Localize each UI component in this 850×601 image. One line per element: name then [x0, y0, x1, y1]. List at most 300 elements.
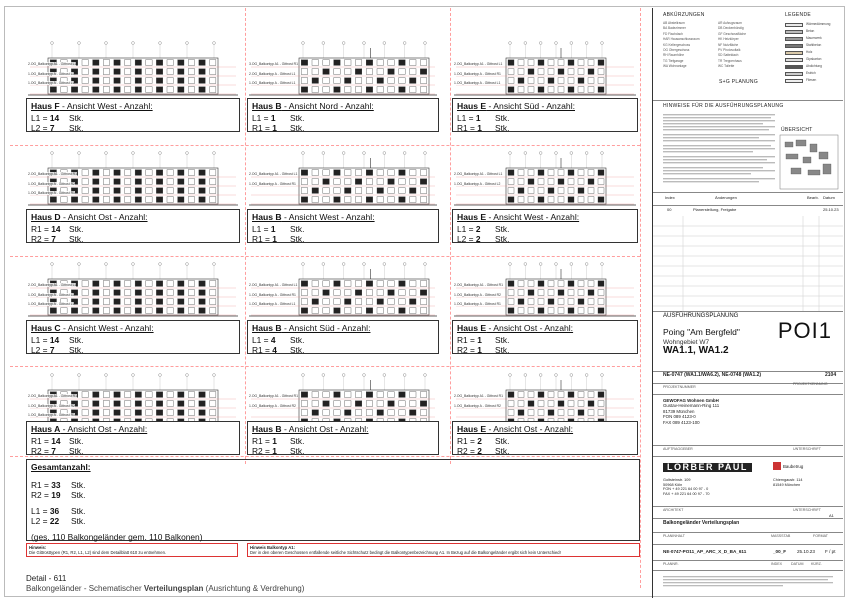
abbr-item: HK Heizkörper	[718, 37, 739, 42]
count-row	[252, 234, 434, 244]
count-value: L1 = 14	[31, 335, 60, 345]
level-label: 2.OG_Balkontyp A - Gittrost L1	[249, 71, 296, 76]
count-unit: Stk.	[69, 345, 84, 355]
count-unit: Stk.	[495, 436, 510, 446]
count-row	[31, 335, 235, 345]
client-label: AUFTRAGGEBER	[663, 447, 693, 451]
legend-swatch	[785, 58, 803, 62]
abbr-item: TG Tiefgarage	[663, 58, 684, 63]
count-unit: Stk.	[495, 446, 510, 456]
abbr-item: BA Badezimmer	[663, 26, 686, 31]
count-value: R1 = 1	[252, 234, 277, 244]
abbr-item: OG Obergeschoss	[663, 48, 690, 53]
count-box-c	[26, 320, 240, 354]
abbr-item: TR Treppenhaus	[718, 58, 742, 63]
count-row	[252, 113, 434, 123]
view-name: - Ansicht West - Anzahl:	[60, 323, 154, 333]
count-value: R1 = 2	[457, 436, 482, 446]
grid-guide	[245, 8, 246, 464]
legend-label: Stahlbeton	[806, 43, 822, 47]
count-value: R1 = 1	[457, 123, 482, 133]
abbr-item: PV Photovoltaik	[718, 48, 741, 53]
totals-group	[31, 506, 635, 526]
legend-item	[785, 43, 841, 48]
abbr-item: GF Geschossfläche	[718, 31, 746, 36]
level-label: 1.OG_Balkontyp A - Gittrost L1	[28, 81, 75, 85]
project-code-large: POI1	[777, 318, 832, 343]
level-label: 3.OG_Balkontyp A1 - Gittrost R1	[249, 62, 298, 66]
client-sign-label: UNTERSCHRIFT	[793, 447, 821, 451]
rev-changes-label: Änderungen	[715, 195, 737, 200]
grid-guide	[10, 456, 640, 457]
legend-swatch	[785, 65, 803, 69]
rev-row-date: 25.10.23	[823, 207, 839, 212]
projkenn-label: PROJEKTKENNUNG	[793, 382, 828, 386]
revision-header	[653, 193, 843, 205]
skp-header: S+G PLANUNG	[719, 79, 759, 85]
architect-label: ARCHITEKT	[663, 508, 684, 512]
building-elevation	[452, 40, 638, 98]
count-value: L1 = 1	[252, 113, 276, 123]
level-label: 1.OG_Balkontyp A - Gittrost L2	[28, 71, 75, 76]
grid-guide	[640, 8, 641, 588]
legend-swatch	[785, 44, 803, 48]
count-row	[457, 345, 633, 355]
totals-group	[31, 480, 635, 500]
count-value: L1 = 4	[252, 335, 276, 345]
view-name: - Ansicht Ost - Anzahl:	[486, 323, 574, 333]
note-right-title: Hinweis Balkontyp A1:	[250, 545, 295, 550]
index-label: INDEX	[771, 562, 782, 566]
legend-item	[785, 71, 841, 76]
client-name: GEWOFAG Wohnen GmbH	[663, 398, 719, 403]
house-name: Haus B	[252, 212, 282, 222]
totals-box	[26, 459, 640, 541]
legend-item	[785, 29, 841, 34]
building-elevation	[247, 150, 439, 208]
house-name: Haus E	[457, 323, 487, 333]
count-unit: Stk.	[290, 446, 305, 456]
project-wa: WA1.1, WA1.2	[663, 345, 729, 356]
massstab-label: MASSSTAB	[771, 534, 791, 538]
projnr-label: PROJEKTNUMMER	[663, 385, 696, 389]
totals-value: L2 = 22	[31, 516, 60, 526]
architect-addr2: 50968 Köln	[663, 482, 683, 487]
count-value: R2 = 1	[457, 345, 482, 355]
level-label: 1.OG_Balkontyp A - Gittrost L1	[454, 81, 501, 85]
count-box-a	[26, 421, 240, 455]
totals-row	[31, 506, 635, 516]
level-label: 1.OG_Balkontyp A - Gittrost L2	[28, 292, 75, 297]
plannr-label: PLANNR.	[663, 562, 679, 566]
count-unit: Stk.	[69, 123, 84, 133]
count-value: R1 = 14	[31, 436, 61, 446]
count-value: L2 = 7	[31, 345, 55, 355]
view-name: - Ansicht Süd - Anzahl:	[486, 101, 575, 111]
count-box-title	[31, 101, 235, 111]
count-box-title	[457, 212, 633, 222]
rev-bearb-label: Bearb.	[807, 195, 819, 200]
legend-label: Gipskarton	[806, 57, 822, 61]
architect-logo: LORBER PAUL	[663, 463, 752, 472]
level-label: 1.OG_Balkontyp A - Gittrost R2	[28, 403, 75, 408]
count-box-b1	[247, 98, 439, 132]
rev-datum-label: Datum	[823, 195, 835, 200]
building-elevation	[26, 40, 240, 98]
count-box-title	[252, 323, 434, 333]
project-numbers: NE-0747 (WA1.1/WA6.2), NE-0748 (WA1.2)	[663, 372, 762, 378]
architect-fax: FAX + 49 221 64 00 97 - 70	[663, 491, 710, 496]
legend-label: Holz	[806, 50, 813, 54]
abbreviations-section	[653, 10, 843, 98]
note-left-text: Die Gittrosttypen (R1, R2, L1, L2) sind dem Detailblatt 610 zu entnehmen.	[29, 550, 167, 555]
level-label: 1.OG_Balkontyp A - Gittrost R1	[28, 413, 75, 417]
level-label: 1.OG_Balkontyp A - Gittrost R2	[28, 181, 75, 186]
count-row	[252, 224, 434, 234]
view-name: - Ansicht West - Anzahl:	[281, 212, 375, 222]
elevation-e2	[452, 150, 638, 208]
totals-value: L1 = 36	[31, 506, 60, 516]
count-value: L1 = 2	[457, 224, 481, 234]
count-unit: Stk.	[69, 113, 84, 123]
detail-desc-bold: Verteilungsplan	[143, 584, 204, 593]
note-right	[247, 543, 640, 557]
count-unit: Stk.	[69, 446, 84, 456]
abbr-item: RH Raumhöhe	[663, 53, 685, 58]
count-row	[31, 113, 235, 123]
legend-item	[785, 22, 841, 27]
count-row	[31, 345, 235, 355]
count-row	[252, 123, 434, 133]
count-value: R1 = 1	[252, 123, 277, 133]
count-unit: Stk.	[69, 436, 84, 446]
level-label: 1.OG_Balkontyp A - Gittrost R1	[249, 181, 296, 186]
project-sub: Wohngebiet W7	[663, 339, 710, 346]
totals-row	[31, 516, 635, 526]
building-elevation	[247, 261, 439, 319]
view-name: - Ansicht Süd - Anzahl:	[281, 323, 371, 333]
client-fon: FON 089 4123-0	[663, 414, 696, 420]
level-label: 2.OG_Balkontyp A1 - Gittrost R1	[454, 283, 503, 287]
count-box-d	[26, 209, 240, 243]
partner-addr2: 81549 München	[773, 482, 801, 487]
count-row	[31, 436, 235, 446]
detail-desc-post: (Ausrichtung & Verdrehung)	[205, 584, 305, 593]
title-block	[652, 8, 842, 598]
legend-label: Fliesen	[806, 78, 817, 82]
legend-header: LEGENDE	[785, 12, 811, 18]
legend-swatch	[785, 37, 803, 41]
grid-guide	[450, 8, 451, 464]
building-elevation	[26, 261, 240, 319]
level-label: 2.OG_Balkontyp A1 - Gittrost L1	[249, 283, 298, 287]
note-left-title: Hinweis:	[29, 545, 47, 550]
count-box-e4	[452, 421, 638, 455]
count-unit: Stk.	[290, 123, 305, 133]
level-label: 2.OG_Balkontyp A1 - Gittrost R1	[249, 394, 298, 398]
abbr-item: WA Wohnanlage	[663, 64, 687, 69]
elevation-d	[26, 150, 240, 208]
hints-header: HINWEISE FÜR DIE AUSFÜHRUNGSPLANUNG	[663, 103, 784, 109]
count-box-title	[31, 424, 235, 434]
architect-addr1: Goltsteinstr. 109	[663, 478, 691, 482]
abbr-item: SD Satteldach	[718, 53, 739, 58]
house-name: Haus C	[31, 323, 61, 333]
level-label: 1.OG_Balkontyp A - Gittrost R2	[249, 403, 296, 408]
count-unit: Stk.	[290, 436, 305, 446]
level-label: 2.OG_Balkontyp A1 - Gittrost R1	[28, 172, 77, 176]
count-row	[252, 436, 434, 446]
count-box-title	[31, 212, 235, 222]
client-addr2: 81739 München	[663, 408, 695, 414]
legend-label: Abdichtung	[806, 64, 822, 68]
count-box-title	[457, 424, 633, 434]
grid-guide	[10, 366, 640, 367]
level-label: 2.OG_Balkontyp A1 - Gittrost R1	[28, 394, 77, 398]
grid-guide	[10, 256, 640, 257]
totals-unit: Stk.	[71, 506, 86, 516]
house-name: Haus B	[252, 424, 282, 434]
totals-title: Gesamtanzahl:	[31, 462, 91, 472]
legend-swatch	[785, 51, 803, 55]
elevation-b2	[247, 150, 439, 208]
building-elevation	[452, 261, 638, 319]
count-value: R2 = 2	[457, 446, 482, 456]
rev-index-label: Index	[665, 195, 675, 200]
partner-info	[773, 478, 802, 487]
detail-desc-pre: Balkongeländer - Schematischer	[26, 584, 142, 593]
totals-unit: Stk.	[71, 490, 86, 500]
count-unit: Stk.	[495, 224, 510, 234]
count-value: R1 = 14	[31, 224, 61, 234]
footer-text-lines	[653, 574, 843, 594]
abbr-item: FD Flachdach	[663, 31, 683, 36]
count-value: R1 = 4	[252, 345, 277, 355]
level-label: 2.OG_Balkontyp A1 - Gittrost R1	[454, 394, 503, 398]
count-row	[457, 123, 633, 133]
legend-label: Mauerwerk	[806, 36, 822, 40]
level-label: 1.OG_Balkontyp A - Gittrost R1	[28, 191, 75, 195]
kuerzel-label: KÜRZ.	[811, 562, 822, 566]
overview-header: ÜBERSICHT	[781, 127, 813, 133]
project-code: 2104	[825, 372, 837, 378]
elevation-b3	[247, 261, 439, 319]
count-unit: Stk.	[495, 335, 510, 345]
architect-info	[663, 478, 710, 496]
note-right-text: Der in den oberen Geschossen entfallende seitliche Sichtschutz bedingt die Balkontypenbezeichnung A1. In Bezug auf die Balkongeländer ergibt sich kein Unterschied!	[250, 550, 561, 555]
architect-sign-label: UNTERSCHRIFT	[793, 508, 821, 512]
architect-fon: FON + 49 221 64 00 97 - 0	[663, 487, 709, 492]
count-box-b3	[247, 320, 439, 354]
project-name: Poing "Am Bergfeld"	[663, 327, 740, 337]
level-label: 2.OG_Balkontyp A1 - Gittrost L1	[249, 172, 298, 176]
detail-description	[26, 584, 304, 594]
count-row	[457, 436, 633, 446]
legend-label: Wärmedämmung	[806, 22, 831, 26]
count-row	[457, 113, 633, 123]
level-label: 1.OG_Balkontyp A - Gittrost R1	[249, 292, 296, 297]
plan-index: _00_F	[773, 549, 787, 554]
count-unit: Stk.	[69, 224, 84, 234]
count-box-e2	[452, 209, 638, 243]
client-info	[663, 398, 719, 425]
count-value: R1 = 1	[457, 335, 482, 345]
partner-addr1: Chiemgaustr. 114	[773, 478, 803, 482]
partner-logo: Baubetrug	[783, 464, 804, 469]
legend-item	[785, 57, 841, 62]
house-name: Haus A	[31, 424, 61, 434]
level-label: 1.OG_Balkontyp A - Gittrost L1	[249, 81, 296, 85]
count-box-title	[457, 101, 633, 111]
abbr-item: DB Deckenbündig	[718, 26, 744, 31]
count-row	[31, 234, 235, 244]
count-box-b2	[247, 209, 439, 243]
elevation-c	[26, 261, 240, 319]
legend-swatch	[785, 23, 803, 27]
hints-section	[653, 102, 843, 192]
count-box-title	[252, 212, 434, 222]
count-box-title	[31, 323, 235, 333]
client-fax: FAX 089 4123-100	[663, 419, 700, 425]
count-row	[457, 234, 633, 244]
abbr-item: AB Abstellraum	[663, 21, 685, 25]
elevation-e1	[452, 40, 638, 98]
count-box-e3	[452, 320, 638, 354]
count-row	[31, 446, 235, 456]
legend-swatch	[785, 72, 803, 76]
count-row	[252, 345, 434, 355]
house-name: Haus E	[457, 424, 487, 434]
legend-item	[785, 36, 841, 41]
plan-number: NE-0747-PO11_AP_ARC_X_D_BA_611	[663, 549, 747, 554]
count-unit: Stk.	[69, 335, 84, 345]
view-name: - Ansicht Ost - Anzahl:	[60, 424, 148, 434]
legend-list	[785, 22, 841, 85]
datum-label: DATUM	[791, 562, 804, 566]
count-box-title	[457, 323, 633, 333]
count-value: R2 = 7	[31, 446, 56, 456]
view-name: - Ansicht Ost - Anzahl:	[281, 424, 369, 434]
legend-item	[785, 78, 841, 83]
phase-label: AUSFÜHRUNGSPLANUNG	[663, 313, 739, 319]
legend-swatch	[785, 79, 803, 83]
view-name: - Ansicht West - Anzahl:	[486, 212, 580, 222]
view-name: - Ansicht Ost - Anzahl:	[60, 212, 148, 222]
count-row	[457, 224, 633, 234]
level-label: 2.OG_Balkontyp A1 - Gittrost L1	[28, 62, 77, 66]
level-label: 1.OG_Balkontyp A - Gittrost L2	[454, 181, 501, 186]
house-name: Haus D	[31, 212, 61, 222]
legend-label: Estrich	[806, 71, 816, 75]
revision-grid	[653, 216, 843, 316]
format-label: FORMAT	[813, 534, 828, 538]
view-name: - Ansicht Ost - Anzahl:	[486, 424, 574, 434]
count-value: L2 = 7	[31, 123, 55, 133]
count-unit: Stk.	[290, 113, 305, 123]
count-unit: Stk.	[290, 335, 305, 345]
house-name: Haus B	[252, 101, 282, 111]
count-row	[457, 335, 633, 345]
abbr-header: ABKÜRZUNGEN	[663, 12, 705, 18]
house-name: Haus E	[457, 212, 487, 222]
level-label: 1.OG_Balkontyp A - Gittrost L1	[28, 302, 75, 306]
totals-row	[31, 480, 635, 490]
elevation-b1	[247, 40, 439, 98]
count-row	[252, 335, 434, 345]
planinhalt-label: PLANINHALT	[663, 534, 685, 538]
revision-row	[653, 206, 843, 216]
count-value: L1 = 1	[252, 224, 276, 234]
count-value: L1 = 14	[31, 113, 60, 123]
hints-graphics	[653, 102, 843, 192]
level-label: 1.OG_Balkontyp A - Gittrost R1	[454, 71, 501, 76]
detail-number: Detail - 611	[26, 574, 67, 583]
view-name: - Ansicht Nord - Anzahl:	[281, 101, 374, 111]
abbr-item: WC Toilette	[718, 64, 735, 69]
level-label: 1.OG_Balkontyp A - Gittrost R1	[454, 302, 501, 306]
legend-item	[785, 64, 841, 69]
count-row	[457, 446, 633, 456]
legend-swatch	[785, 30, 803, 34]
grid-guide	[10, 145, 640, 146]
partner-logo-mark	[773, 462, 781, 470]
plan-date: 25.10.23	[797, 549, 815, 554]
count-value: R2 = 7	[31, 234, 56, 244]
note-left	[26, 543, 238, 557]
detail-caption	[26, 574, 304, 594]
count-box-f	[26, 98, 240, 132]
legend-item	[785, 50, 841, 55]
count-row	[31, 224, 235, 234]
level-label: 2.OG_Balkontyp A1 - Gittrost L1	[454, 62, 503, 66]
plan-sheet: F / pt	[825, 549, 836, 554]
house-name: Haus B	[252, 323, 282, 333]
client-addr1: Gustav-Heinemann-Ring 111	[663, 403, 720, 409]
abbr-item: HAR Hausanschlussraum	[663, 37, 700, 42]
building-elevation	[247, 40, 439, 98]
house-name: Haus F	[31, 101, 60, 111]
totals-unit: Stk.	[71, 516, 86, 526]
count-value: R2 = 1	[252, 446, 277, 456]
view-name: - Ansicht West - Anzahl:	[59, 101, 153, 111]
elevation-e3	[452, 261, 638, 319]
totals-value: R2 = 19	[31, 490, 61, 500]
count-box-title	[252, 101, 434, 111]
count-value: L1 = 1	[457, 113, 481, 123]
house-name: Haus E	[457, 101, 487, 111]
count-box-b4	[247, 421, 439, 455]
count-value: L2 = 2	[457, 234, 481, 244]
count-value: R1 = 1	[252, 436, 277, 446]
count-unit: Stk.	[69, 234, 84, 244]
plan-title: Balkongeländer Verteilungsplan	[663, 520, 740, 526]
level-label: 2.OG_Balkontyp A1 - Gittrost L1	[28, 283, 77, 287]
level-label: 2.OG_Balkontyp A1 - Gittrost L1	[454, 172, 503, 176]
totals-value: R1 = 33	[31, 480, 61, 490]
legend-label: Beton	[806, 29, 815, 33]
building-elevation	[26, 150, 240, 208]
count-unit: Stk.	[290, 234, 305, 244]
abbr-item: KG Kellergeschoss	[663, 42, 691, 47]
count-unit: Stk.	[290, 224, 305, 234]
count-unit: Stk.	[495, 234, 510, 244]
count-unit: Stk.	[290, 345, 305, 355]
count-unit: Stk.	[495, 123, 510, 133]
abbr-item: AR Aufzugsraum	[718, 21, 742, 25]
count-unit: Stk.	[495, 113, 510, 123]
totals-unit: Stk.	[71, 480, 86, 490]
totals-summary: (ges. 110 Balkongeländer gem. 110 Balkonen)	[31, 532, 203, 542]
